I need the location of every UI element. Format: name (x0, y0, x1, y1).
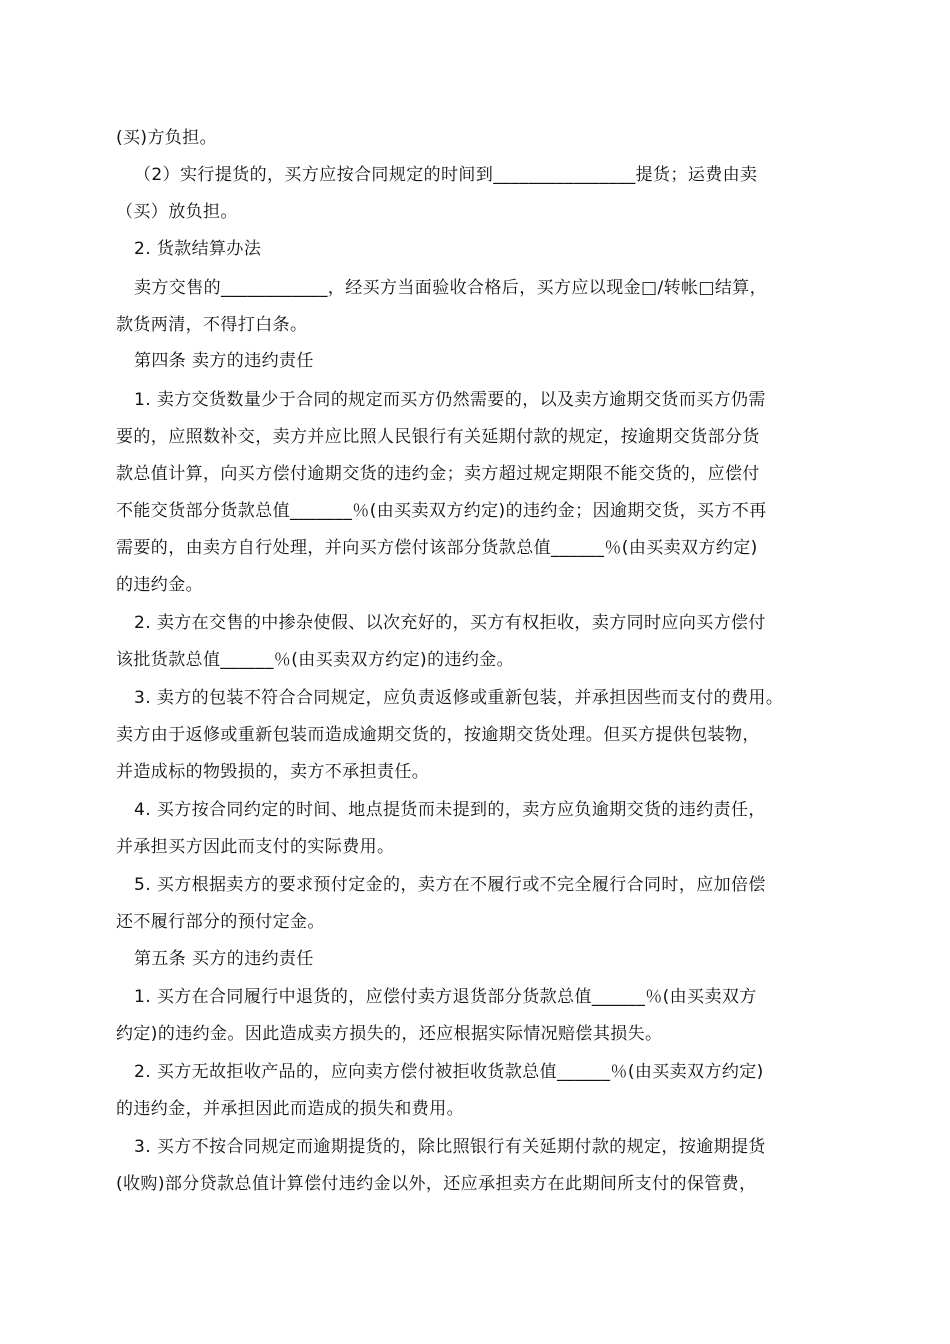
text-line: 3. 买方不按合同规定而逾期提货的，除比照银行有关延期付款的规定，按逾期提货 (134, 1137, 766, 1157)
text-line: 的违约金，并承担因此而造成的损失和费用。 (116, 1099, 464, 1119)
text-line: 的违约金。 (116, 575, 203, 595)
text-line: 1. 买方在合同履行中退货的，应偿付卖方退货部分货款总值______％(由买卖双方 (134, 987, 757, 1007)
text-line: 款货两清，不得打白条。 (116, 315, 308, 335)
text-line: (买)方负担。 (116, 128, 218, 148)
article-heading: 第四条 卖方的违约责任 (134, 351, 314, 371)
text-line: 需要的，由卖方自行处理，并向买方偿付该部分货款总值______％(由买卖双方约定) (116, 538, 758, 558)
text-line: 并造成标的物毁损的，卖方不承担责任。 (116, 762, 430, 782)
text-line: 2. 卖方在交售的中掺杂使假、以次充好的，买方有权拒收，卖方同时应向买方偿付 (134, 613, 766, 633)
text-line: 卖方交售的____________，经买方当面验收合格后，买方应以现金□/转帐□结算， (134, 278, 768, 298)
text-line: （买）放负担。 (116, 202, 238, 222)
text-line: 并承担买方因此而支付的实际费用。 (116, 837, 395, 857)
section-heading: 2. 货款结算办法 (134, 239, 262, 259)
text-line: 1. 卖方交货数量少于合同的规定而买方仍然需要的，以及卖方逾期交货而买方仍需 (134, 390, 766, 410)
article-heading: 第五条 买方的违约责任 (134, 949, 314, 969)
text-line: 要的，应照数补交，卖方并应比照人民银行有关延期付款的规定，按逾期交货部分货 (116, 427, 760, 447)
text-line: （2）实行提货的，买方应按合同规定的时间到________________提货；运费由卖 (134, 165, 758, 185)
text-line: 款总值计算，向买方偿付逾期交货的违约金；卖方超过规定期限不能交货的，应偿付 (116, 464, 760, 484)
text-line: 4. 买方按合同约定的时间、地点提货而未提到的，卖方应负逾期交货的违约责任， (134, 800, 766, 820)
text-line: 5. 买方根据卖方的要求预付定金的，卖方在不履行或不完全履行合同时，应加倍偿 (134, 875, 766, 895)
text-line: (收购)部分贷款总值计算偿付违约金以外，还应承担卖方在此期间所支付的保管费， (116, 1174, 757, 1194)
text-line: 还不履行部分的预付定金。 (116, 912, 325, 932)
text-line: 不能交货部分货款总值_______％(由买卖双方约定)的违约金；因逾期交货，买方不再 (116, 501, 767, 521)
text-line: 该批货款总值______％(由买卖双方约定)的违约金。 (116, 650, 515, 670)
text-line: 3. 卖方的包装不符合合同规定，应负责返修或重新包装，并承担因些而支付的费用。 (134, 688, 784, 708)
text-line: 卖方由于返修或重新包装而造成逾期交货的，按逾期交货处理。但买方提供包装物， (116, 725, 760, 745)
text-line: 约定)的违约金。因此造成卖方损失的，还应根据实际情况赔偿其损失。 (116, 1024, 663, 1044)
text-line: 2. 买方无故拒收产品的，应向卖方偿付被拒收货款总值______％(由买卖双方约定) (134, 1062, 764, 1082)
